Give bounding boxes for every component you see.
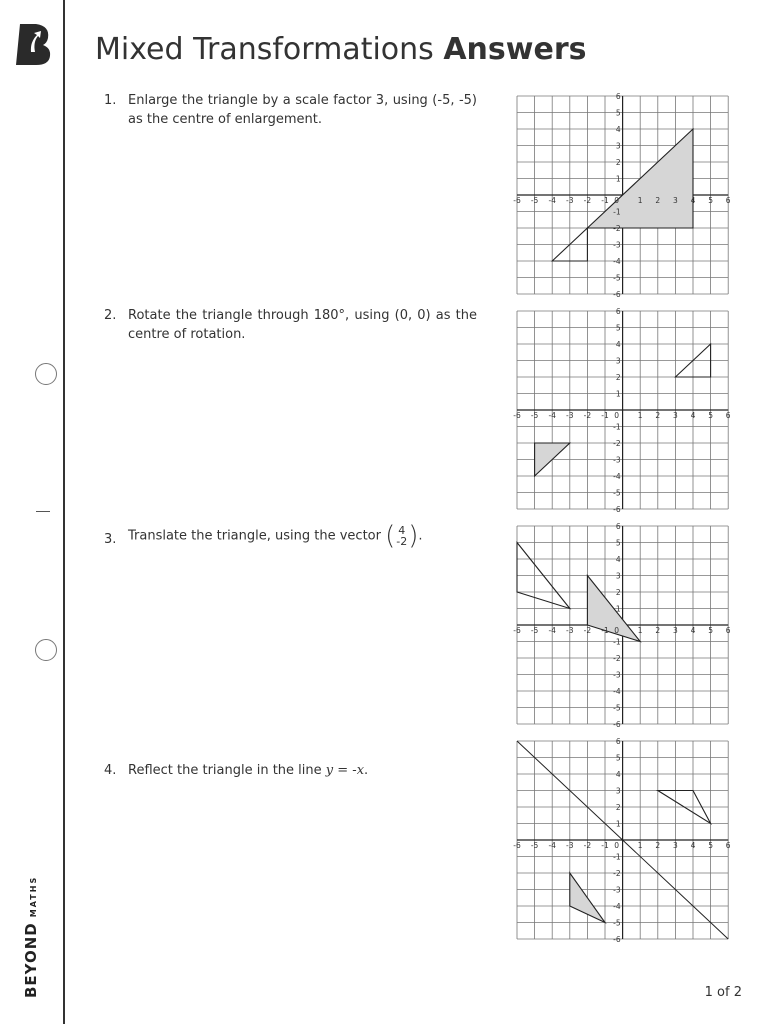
question-text: Enlarge the triangle by a scale factor 3, using (-5, -5) as the centre of enlargement. (128, 93, 477, 127)
binder-hole-bottom (35, 639, 57, 661)
coordinate-grid-2 (513, 307, 733, 513)
question-text (128, 523, 477, 549)
y-tick-label: -4 (613, 687, 621, 696)
x-tick-label: 3 (673, 626, 678, 635)
y-tick-label: 4 (615, 555, 621, 564)
question-number: 1. (104, 93, 117, 108)
y-tick-label: 2 (615, 803, 621, 812)
x-tick-label: -2 (583, 841, 592, 850)
question-4 (104, 761, 477, 780)
y-tick-label: 4 (615, 770, 621, 779)
y-tick-label: -2 (613, 439, 621, 448)
y-tick-label: -1 (613, 207, 621, 217)
y-tick-label: -6 (613, 720, 621, 728)
x-tick-label: 3 (673, 411, 678, 420)
y-tick-label: 3 (615, 141, 621, 151)
x-tick-label: 6 (725, 411, 731, 420)
x-tick-label: -4 (548, 411, 556, 420)
y-tick-label: -3 (613, 670, 621, 680)
title-light: Mixed Transformations (95, 32, 434, 67)
question-number: 4. (104, 763, 117, 778)
vector-top: 4 (398, 524, 406, 537)
x-tick-label: -2 (583, 196, 592, 205)
y-tick-label: -2 (613, 869, 621, 878)
y-tick-label: 1 (615, 604, 621, 614)
coordinate-grid-3 (513, 522, 733, 728)
x-tick-label: -5 (530, 196, 539, 205)
brand-name: BEYOND (22, 922, 40, 998)
y-tick-label: 5 (615, 538, 621, 548)
x-tick-label: -4 (548, 196, 556, 205)
x-tick-label: -5 (530, 841, 539, 850)
y-tick-label: -5 (613, 488, 621, 498)
y-tick-label: -5 (613, 918, 621, 928)
y-tick-label: -2 (613, 654, 621, 663)
title-bold: Answers (443, 32, 587, 67)
y-tick-label: -4 (613, 257, 621, 266)
x-tick-label: 4 (690, 841, 696, 850)
y-tick-label: -1 (613, 852, 621, 862)
margin-line (63, 0, 65, 1024)
y-tick-label: -1 (613, 637, 621, 647)
x-tick-label: -3 (566, 411, 574, 420)
y-tick-label: 6 (615, 92, 621, 101)
x-tick-label: 1 (637, 196, 643, 205)
x-tick-label: 1 (637, 411, 643, 420)
y-tick-label: -5 (613, 273, 621, 283)
x-tick-label: 0 (614, 841, 619, 850)
x-tick-label: 1 (637, 841, 643, 850)
x-tick-label: 1 (637, 626, 643, 635)
x-tick-label: -3 (566, 626, 574, 635)
binder-hole-top (35, 363, 57, 385)
y-tick-label: 2 (615, 158, 621, 167)
x-tick-label: 4 (690, 626, 696, 635)
x-tick-label: 4 (690, 196, 696, 205)
y-tick-label: 5 (615, 753, 621, 763)
question-text: Rotate the triangle through 180°, using (0, 0) as the centre of rotation. (128, 308, 477, 342)
x-tick-label: -4 (548, 841, 556, 850)
y-tick-label: 4 (615, 125, 621, 134)
question-text-after: . (418, 528, 423, 544)
x-tick-label: 4 (690, 411, 696, 420)
x-tick-label: 5 (708, 196, 713, 205)
y-tick-label: -5 (613, 703, 621, 713)
y-tick-label: 6 (615, 522, 621, 531)
beyond-b-logo-icon (14, 22, 54, 66)
translation-vector: ( 4 -2 ) (385, 521, 419, 551)
y-tick-label: 2 (615, 588, 621, 597)
question-text-after: . (364, 763, 369, 778)
x-tick-label: 3 (673, 841, 678, 850)
question-text (128, 761, 477, 780)
brand-vertical (22, 876, 40, 998)
x-tick-label: 5 (708, 411, 713, 420)
x-tick-label: -1 (601, 411, 609, 420)
y-tick-label: -6 (613, 935, 621, 943)
x-tick-label: 2 (655, 626, 661, 635)
x-tick-label: 6 (725, 626, 731, 635)
x-tick-label: -6 (513, 841, 521, 850)
coordinate-grid-1 (513, 92, 733, 298)
x-tick-label: 0 (614, 626, 619, 635)
reflection-line-equation: y = -x (325, 763, 365, 778)
x-tick-label: 6 (725, 841, 731, 850)
page-title (95, 32, 587, 67)
y-tick-label: 5 (615, 108, 621, 118)
y-tick-label: 1 (615, 819, 621, 829)
y-tick-label: -3 (613, 240, 621, 250)
y-tick-label: 6 (615, 737, 621, 746)
x-tick-label: -3 (566, 196, 574, 205)
x-tick-label: 5 (708, 841, 713, 850)
x-tick-label: -6 (513, 411, 521, 420)
y-tick-label: 3 (615, 356, 621, 366)
question-2 (104, 306, 477, 344)
brand-subtitle: MATHS (29, 875, 38, 918)
y-tick-label: 3 (615, 786, 621, 796)
x-tick-label: -6 (513, 196, 521, 205)
x-tick-label: -3 (566, 841, 574, 850)
y-tick-label: 6 (615, 307, 621, 316)
y-tick-label: -4 (613, 472, 621, 481)
fold-mark (36, 511, 50, 512)
question-3 (104, 523, 477, 549)
y-tick-label: -3 (613, 885, 621, 895)
x-tick-label: -1 (601, 626, 609, 635)
question-text-before: Reflect the triangle in the line (128, 763, 322, 778)
x-tick-label: 2 (655, 196, 661, 205)
vector-bottom: -2 (396, 535, 408, 548)
y-tick-label: -6 (613, 290, 621, 298)
x-tick-label: 3 (673, 196, 678, 205)
x-tick-label: -5 (530, 626, 539, 635)
question-1 (104, 91, 477, 129)
y-tick-label: 3 (615, 571, 621, 581)
page-number: 1 of 2 (704, 985, 742, 1000)
y-tick-label: 4 (615, 340, 621, 349)
x-tick-label: -2 (583, 411, 592, 420)
y-tick-label: -6 (613, 505, 621, 513)
x-tick-label: -4 (548, 626, 556, 635)
y-tick-label: -2 (613, 224, 621, 233)
question-number: 3. (104, 532, 117, 547)
x-tick-label: -6 (513, 626, 521, 635)
y-tick-label: 1 (615, 174, 621, 184)
x-tick-label: -1 (601, 841, 609, 850)
coordinate-grid-4 (513, 737, 733, 943)
y-tick-label: -3 (613, 455, 621, 465)
y-tick-label: 5 (615, 323, 621, 333)
x-tick-label: -5 (530, 411, 539, 420)
y-tick-label: 1 (615, 389, 621, 399)
y-tick-label: -4 (613, 902, 621, 911)
x-tick-label: 2 (655, 411, 661, 420)
x-tick-label: 5 (708, 626, 713, 635)
question-text-before: Translate the triangle, using the vector (128, 528, 381, 544)
x-tick-label: 0 (614, 196, 619, 205)
x-tick-label: 6 (725, 196, 731, 205)
question-number: 2. (104, 308, 117, 323)
y-tick-label: -1 (613, 422, 621, 432)
x-tick-label: 2 (655, 841, 661, 850)
x-tick-label: 0 (614, 411, 619, 420)
x-tick-label: -2 (583, 626, 592, 635)
y-tick-label: 2 (615, 373, 621, 382)
x-tick-label: -1 (601, 196, 609, 205)
